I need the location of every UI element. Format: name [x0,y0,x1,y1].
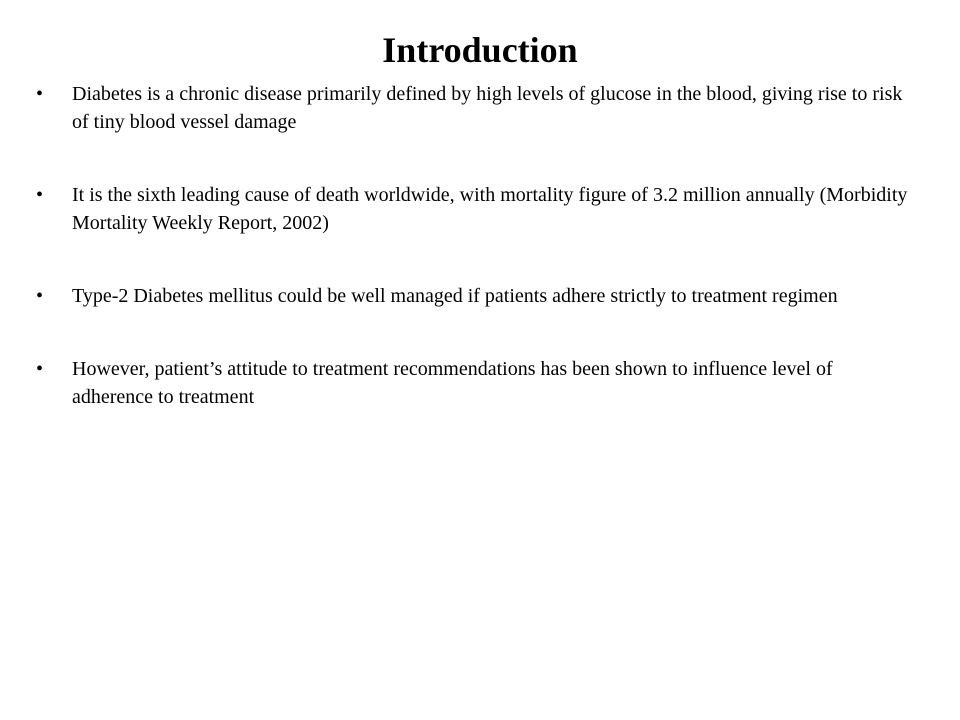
bullet-item-1 [36,80,916,136]
bullet-text: Diabetes is a chronic disease primarily defined by high levels of glucose in the blood, giving rise to risk of tiny blood vessel damage [72,83,903,133]
bullet-item-3 [36,282,916,310]
slide-title: Introduction [382,30,578,70]
bullet-text: Type-2 Diabetes mellitus could be well managed if patients adhere strictly to treatment regimen [72,285,838,307]
bullet-list [36,80,916,411]
bullet-text: It is the sixth leading cause of death worldwide, with mortality figure of 3.2 million annually (Morbidity Mortality Weekly Report, 2002) [72,184,908,234]
bullet-icon: • [36,358,44,380]
bullet-text: However, patient’s attitude to treatment recommendations has been shown to influence level of adherence to treatment [72,358,833,408]
bullet-icon: • [36,285,44,307]
bullet-icon: • [36,184,44,206]
bullet-item-4 [36,355,916,411]
bullet-item-2 [36,181,916,237]
bullet-icon: • [36,83,44,105]
